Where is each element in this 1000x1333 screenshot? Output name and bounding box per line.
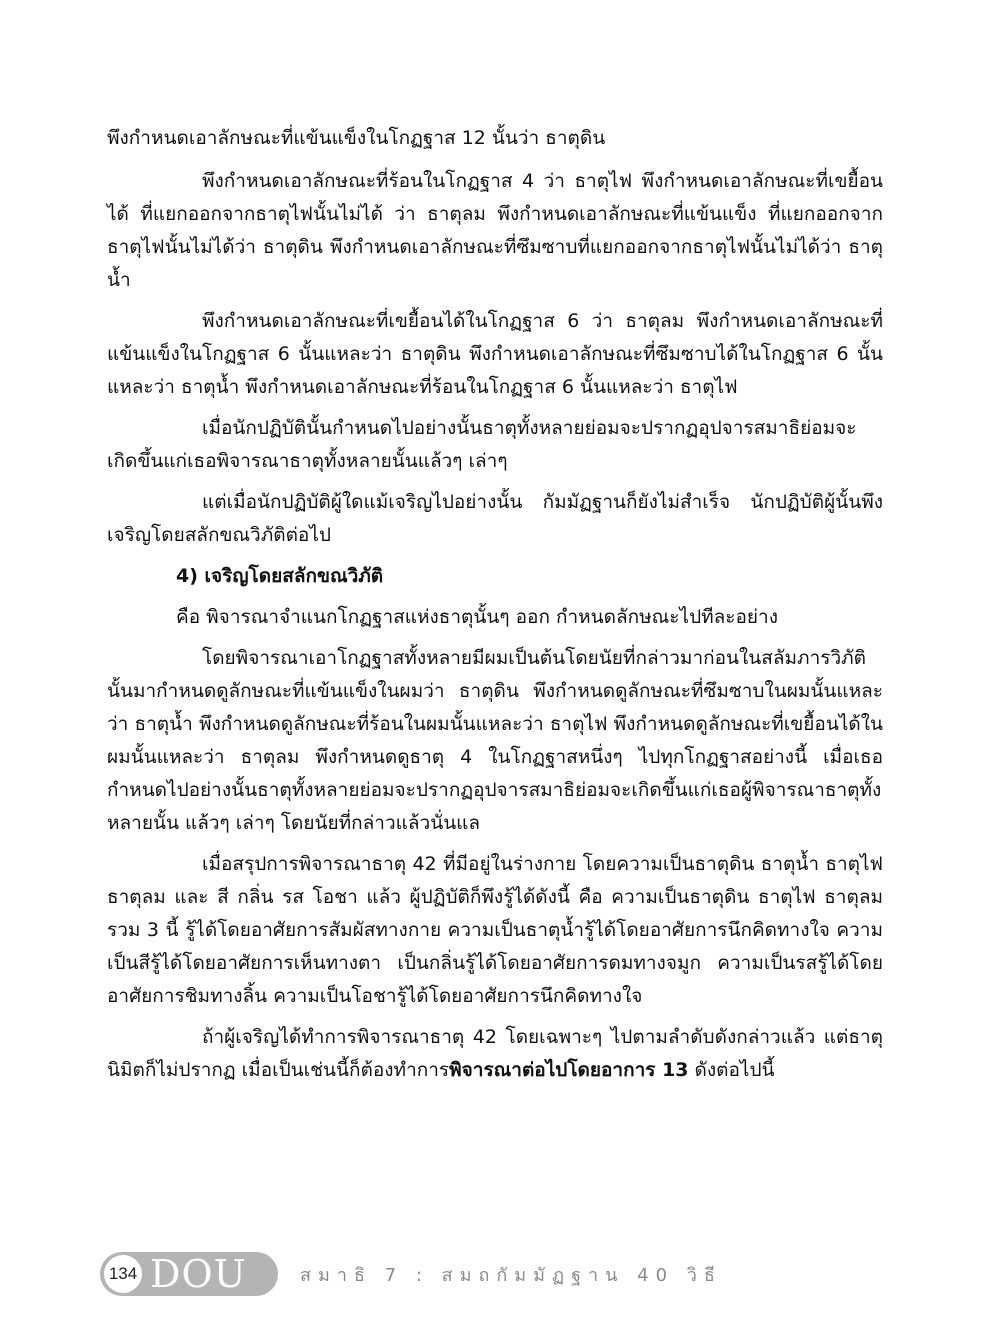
running-title: สมาธิ 7 : สมถกัมมัฏฐาน 40 วิธี: [300, 1264, 722, 1286]
section-heading: 4) เจริญโดยสลักขณวิภัติ: [176, 565, 384, 587]
paragraph-5: แต่เมื่อนักปฏิบัติผู้ใดแม้เจริญไปอย่างนั้น กัมมัฏฐานก็ยังไม่สำเร็จ นักปฏิบัติผู้นั้นพึงเจริญโดยสลักขณวิภัติต่อไป: [107, 491, 883, 546]
page-footer: [100, 1248, 722, 1300]
paragraph-9: [107, 1021, 883, 1087]
paragraph-9-text: ถ้าผู้เจริญได้ทำการพิจารณาธาตุ 42 โดยเฉพาะๆ ไปตามลำดับดังกล่าวแล้ว แต่ธาตุนิมิตก็ไม่ปรากฏ เมื่อเป็นเช่นนี้ก็ต้องทำการ: [107, 1026, 883, 1081]
page-number: 134: [104, 1255, 142, 1293]
paragraph-7: โดยพิจารณาเอาโกฏฐาสทั้งหลายมีผมเป็นต้นโดยนัยที่กล่าวมาก่อนในสลัมภารวิภัตินั้นมากำหนดดูลักษณะที่แข้นแข็งในผมว่า ธาตุดิน พึงกำหนดดูลักษณะที่ซึมซาบในผมนั้นแหละว่า ธาตุน้ำ พึงกำหนดดูลักษณะที่ร้อนในผมนั้นแหละว่า ธาตุไฟ พึงกำหนดดูลักษณะที่เขยื้อนได้ในผมนั้นแหละว่า ธาตุลม พึงกำหนดดูธาตุ 4 ในโกฏฐาสหนึ่งๆ ไปทุกโกฏฐาสอย่างนี้ เมื่อเธอกำหนดไปอย่างนั้นธาตุทั้งหลายย่อมจะปรากฏอุปจารสมาธิย่อมจะเกิดขึ้นแก่เธอผู้พิจารณาธาตุทั้งหลายนั้น แล้วๆ เล่าๆ โดยนัยที่กล่าวแล้วนั่นแล: [107, 647, 883, 834]
dou-logo: DOU: [150, 1252, 247, 1296]
footer-badge: [100, 1252, 278, 1296]
paragraph-9-end-text: ดังต่อไปนี้: [688, 1059, 775, 1081]
paragraph-1: พึงกำหนดเอาลักษณะที่แข้นแข็งในโกฏฐาส 12 นั้นว่า ธาตุดิน: [107, 127, 606, 149]
paragraph-6: คือ พิจารณาจำแนกโกฏฐาสแห่งธาตุนั้นๆ ออก กำหนดลักษณะไปทีละอย่าง: [176, 606, 778, 628]
paragraph-9-bold-text: พิจารณาต่อไปโดยอาการ 13: [449, 1059, 689, 1081]
paragraph-2: พึงกำหนดเอาลักษณะที่ร้อนในโกฏฐาส 4 ว่า ธาตุไฟ พึงกำหนดเอาลักษณะที่เขยื้อนได้ ที่แยกออกจากธาตุไฟนั้นไม่ได้ ว่า ธาตุลม พึงกำหนดเอาลักษณะที่แข้นแข็ง ที่แยกออกจากธาตุไฟนั้นไม่ได้ว่า ธาตุดิน พึงกำหนดเอาลักษณะที่ซึมซาบที่แยกออกจากธาตุไฟนั้นไม่ได้ว่า ธาตุน้ำ: [107, 170, 883, 291]
page-body: [107, 122, 883, 1095]
paragraph-3: พึงกำหนดเอาลักษณะที่เขยื้อนได้ในโกฏฐาส 6 ว่า ธาตุลม พึงกำหนดเอาลักษณะที่แข้นแข็งในโกฏฐาส 6 นั้นแหละว่า ธาตุดิน พึงกำหนดเอาลักษณะที่ซึมซาบได้ในโกฏฐาส 6 นั้นแหละว่า ธาตุน้ำ พึงกำหนดเอาลักษณะที่ร้อนในโกฏฐาส 6 นั้นแหละว่า ธาตุไฟ: [107, 310, 883, 398]
paragraph-4: เมื่อนักปฏิบัตินั้นกำหนดไปอย่างนั้นธาตุทั้งหลายย่อมจะปรากฏอุปจารสมาธิย่อมจะเกิดขึ้นแก่เธอพิจารณาธาตุทั้งหลายนั้นแล้วๆ เล่าๆ: [107, 417, 857, 472]
paragraph-8: เมื่อสรุปการพิจารณาธาตุ 42 ที่มีอยู่ในร่างกาย โดยความเป็นธาตุดิน ธาตุน้ำ ธาตุไฟ ธาตุลม และ สี กลิ่น รส โอชา แล้ว ผู้ปฏิบัติก็พึงรู้ได้ดังนี้ คือ ความเป็นธาตุดิน ธาตุไฟ ธาตุลม รวม 3 นี้ รู้ได้โดยอาศัยการสัมผัสทางกาย ความเป็นธาตุน้ำรู้ได้โดยอาศัยการนึกคิดทางใจ ความเป็นสีรู้ได้โดยอาศัยการเห็นทางตา เป็นกลิ่นรู้ได้โดยอาศัยการดมทางจมูก ความเป็นรสรู้ได้โดยอาศัยการชิมทางลิ้น ความเป็นโอชารู้ได้โดยอาศัยการนึกคิดทางใจ: [107, 853, 883, 1007]
